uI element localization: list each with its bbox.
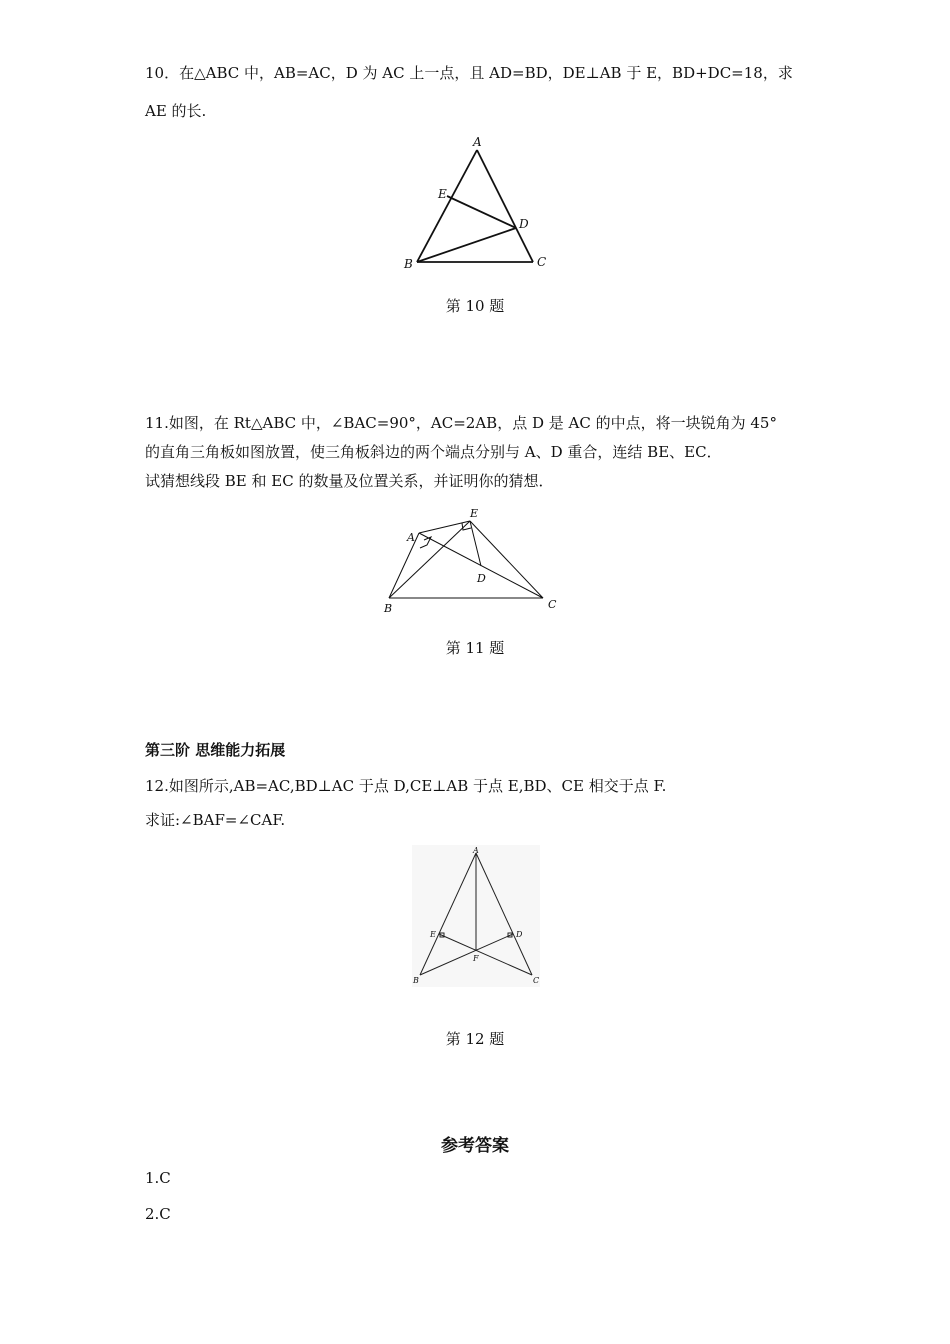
q11-text-line1: 11.如图，在 Rt△ABC 中，∠BAC=90°，AC=2AB，点 D 是 AC 的中点，将一块锐角为 45° <box>145 414 777 432</box>
q12-text-line2: 求证:∠BAF=∠CAF. <box>145 811 286 829</box>
q11-label-a: A <box>407 531 415 544</box>
q10-label-e: E <box>438 187 447 201</box>
q11-label-d: D <box>477 572 486 585</box>
q11-text-line2: 的直角三角板如图放置，使三角板斜边的两个端点分别与 A、D 重合，连结 BE、EC． <box>145 443 722 461</box>
q12-label-e: E <box>430 930 436 939</box>
section3-title: 第三阶 思维能力拓展 <box>145 741 286 759</box>
q10-side-ac <box>477 150 533 262</box>
q11-text-line3: 试猜想线段 BE 和 EC 的数量及位置关系，并证明你的猜想． <box>145 472 554 490</box>
q11-label-e: E <box>470 507 479 520</box>
q12-label-a: A <box>473 846 479 855</box>
answers-title: 参考答案 <box>441 1136 509 1156</box>
q12-label-d: D <box>516 930 523 939</box>
q12-text-line1: 12.如图所示,AB=AC,BD⊥AC 于点 D,CE⊥AB 于点 E,BD、CE 相交于点 F. <box>145 777 667 795</box>
q10-text-line2: AE 的长. <box>145 102 207 120</box>
q11-label-c: C <box>548 598 557 611</box>
q11-label-b: B <box>384 602 393 615</box>
q11-figure <box>375 503 575 618</box>
q11-segment-ec <box>470 521 543 598</box>
q11-caption: 第 11 题 <box>445 639 505 657</box>
answer-item-2: 2.C <box>145 1205 171 1223</box>
q11-segment-be <box>389 521 470 598</box>
q12-label-b: B <box>413 976 419 985</box>
q10-text-line1: 10．在△ABC 中，AB=AC，D 为 AC 上一点，且 AD=BD，DE⊥AB 于 E，BD+DC=18，求 <box>145 64 793 82</box>
q10-label-c: C <box>537 255 547 269</box>
q10-label-d: D <box>519 217 529 231</box>
q12-label-c: C <box>533 976 540 985</box>
q10-caption: 第 10 题 <box>445 297 505 315</box>
q12-figure <box>412 845 540 987</box>
q10-label-b: B <box>404 257 413 271</box>
q12-label-f: F <box>473 954 479 963</box>
q10-figure <box>395 130 565 280</box>
q10-segment-de <box>447 196 516 228</box>
q12-caption: 第 12 题 <box>445 1030 505 1048</box>
answer-item-1: 1.C <box>145 1169 171 1187</box>
q11-segment-ed <box>470 521 481 566</box>
q10-label-a: A <box>473 135 482 149</box>
